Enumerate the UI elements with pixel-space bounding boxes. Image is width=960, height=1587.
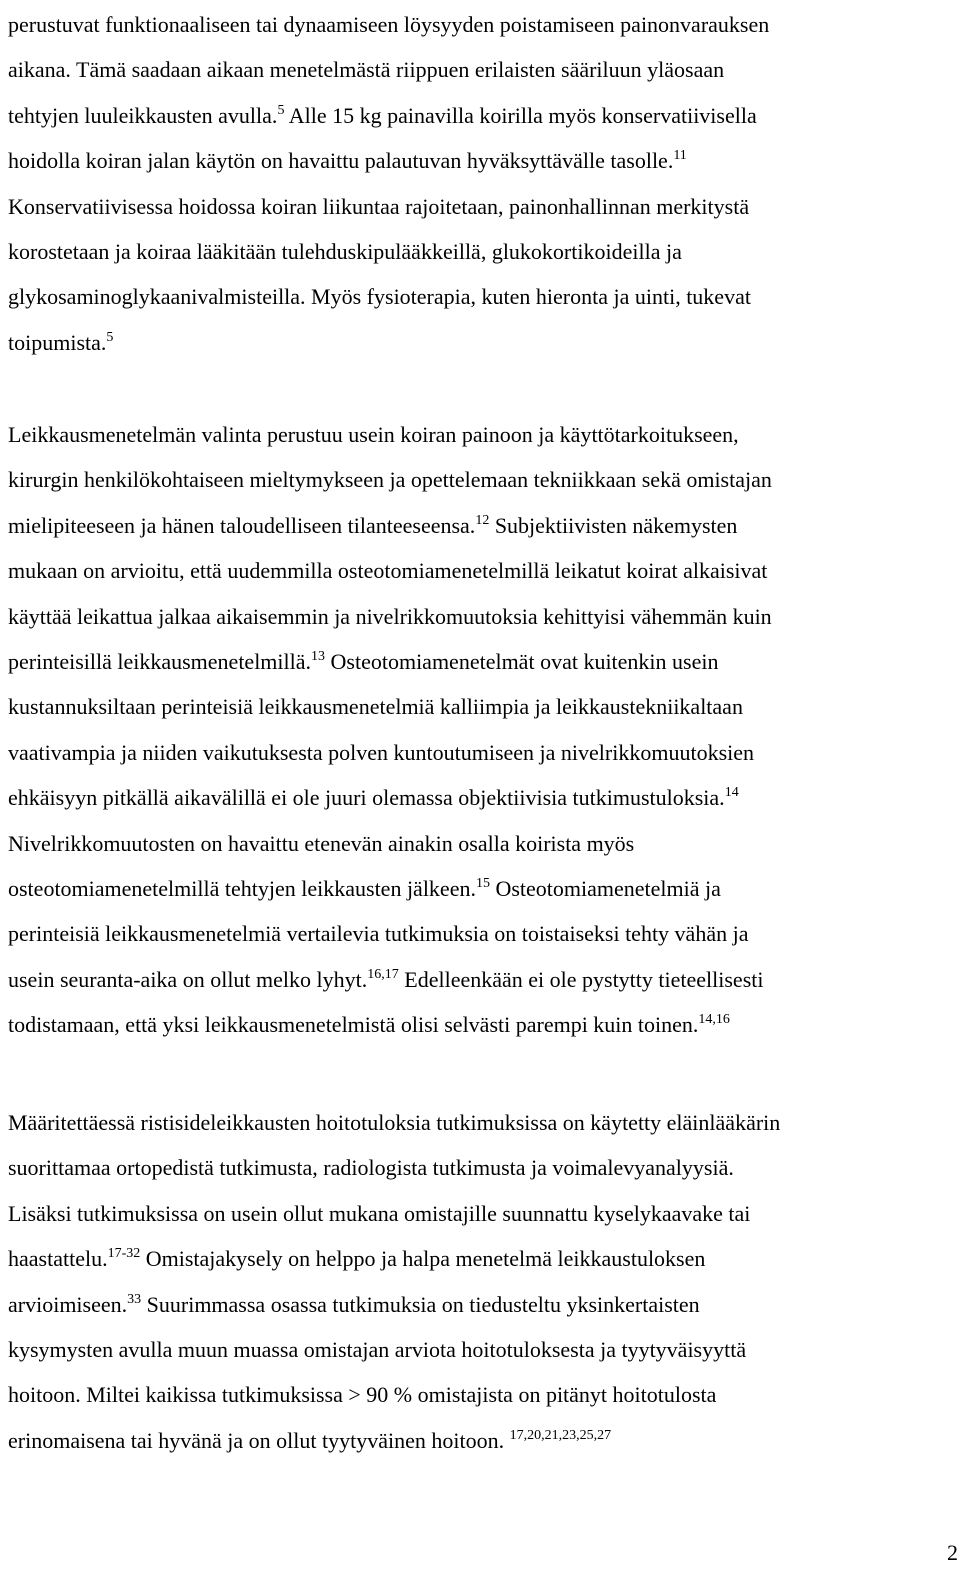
text-line <box>8 422 739 448</box>
text-line <box>8 558 767 584</box>
text-segment: usein seuranta-aika on ollut melko lyhyt. <box>8 966 368 992</box>
text-line <box>8 1292 700 1318</box>
text-segment: Omistajakysely on helppo ja halpa menetelmä leikkaustuloksen <box>140 1246 706 1272</box>
text-line <box>8 239 682 265</box>
text-segment: suorittamaa ortopedistä tutkimusta, radiologista tutkimusta ja voimalevyanalyysiä. <box>8 1155 734 1181</box>
text-segment: perustuvat funktionaaliseen tai dynaamiseen löysyyden poistamiseen painonvarauksen <box>8 12 770 37</box>
text-line <box>8 785 739 811</box>
text-line <box>8 1155 734 1181</box>
citation-superscript: 16,17 <box>367 966 399 982</box>
text-line <box>8 284 751 310</box>
text-segment: Nivelrikkomuutosten on havaittu etenevän ainakin osalla koirista myös <box>8 830 635 856</box>
text-line <box>8 1337 746 1363</box>
citation-superscript: 14,16 <box>698 1012 730 1028</box>
text-line <box>8 57 724 83</box>
text-segment: vaativampia ja niiden vaikutuksesta polven kuntoutumiseen ja nivelrikkomuutoksien <box>8 739 755 765</box>
text-segment: Suurimmassa osassa tutkimuksia on tiedusteltu yksinkertaisten <box>141 1291 700 1317</box>
text-segment: Konservatiivisessa hoidossa koiran liikuntaa rajoitetaan, painonhallinnan merkitystä <box>8 193 750 219</box>
text-segment: kysymysten avulla muun muassa omistajan arviota hoitotuloksesta ja tyytyväisyyttä <box>8 1337 747 1362</box>
citation-superscript: 13 <box>311 649 326 664</box>
text-segment: kirurgin henkilökohtaiseen mieltymykseen ja opettelemaan tekniikkaan sekä omistajan <box>8 467 772 493</box>
text-segment: Määritettäessä ristisideleikkausten hoitotuloksia tutkimuksissa on käytetty eläinlääkärin <box>8 1110 781 1135</box>
text-segment: osteotomiamenetelmillä tehtyjen leikkausten jälkeen. <box>8 876 476 901</box>
text-segment: mukaan on arvioitu, että uudemmilla osteotomiamenetelmillä leikatut koirat alkaisivat <box>8 558 768 584</box>
text-segment: hoidolla koiran jalan käytön on havaittu palautuvan hyväksyttävälle tasolle. <box>8 148 674 174</box>
text-line <box>8 1246 705 1272</box>
text-segment: arvioimiseen. <box>8 1291 128 1317</box>
citation-superscript: 15 <box>475 876 490 891</box>
text-segment: aikana. Tämä saadaan aikaan menetelmästä riippuen erilaisten sääriluun yläosaan <box>8 57 725 83</box>
text-line <box>8 876 721 902</box>
text-segment: kustannuksiltaan perinteisiä leikkausmenetelmiä kalliimpia ja leikkaustekniikaltaan <box>8 694 743 720</box>
text-segment: glykosaminoglykaanivalmisteilla. Myös fysioterapia, kuten hieronta ja uinti, tukevat <box>8 284 751 310</box>
citation-superscript: 11 <box>673 148 687 164</box>
text-segment: Subjektiivisten näkemysten <box>489 512 738 538</box>
text-segment: haastattelu. <box>8 1246 108 1272</box>
text-segment: Edelleenkään ei ole pystytty tieteellisesti <box>398 966 764 992</box>
text-segment: perinteisillä leikkausmenetelmillä. <box>8 649 312 674</box>
citation-superscript: 5 <box>277 102 285 118</box>
text-line <box>8 831 634 857</box>
citation-superscript: 5 <box>106 329 114 345</box>
text-line <box>8 194 749 220</box>
text-segment: korostetaan ja koiraa lääkitään tulehduskipulääkkeillä, glukokortikoideilla ja <box>8 239 682 264</box>
text-line <box>8 649 718 675</box>
text-segment: hoitoon. Miltei kaikissa tutkimuksissa > 90 % omistajista on pitänyt hoitotulosta <box>8 1382 717 1408</box>
citation-superscript: 12 <box>475 512 490 528</box>
text-line <box>8 1382 716 1408</box>
text-line <box>8 967 763 993</box>
text-line <box>8 467 772 493</box>
text-line <box>8 1012 730 1038</box>
text-segment: ehkäisyyn pitkällä aikavälillä ei ole juuri olemassa objektiivisia tutkimustuloksia. <box>8 785 725 811</box>
text-line <box>8 513 737 539</box>
text-segment: erinomaisena tai hyvänä ja on ollut tyytyväinen hoitoon. <box>8 1427 510 1453</box>
text-line <box>8 694 743 720</box>
text-segment: mielipiteeseen ja hänen taloudelliseen tilanteeseensa. <box>8 512 476 538</box>
text-line <box>8 12 769 38</box>
text-segment: Alle 15 kg painavilla koirilla myös konservatiivisella <box>284 102 757 128</box>
citation-superscript: 33 <box>127 1291 142 1307</box>
text-line <box>8 604 772 630</box>
text-segment: Leikkausmenetelmän valinta perustuu usein koiran painoon ja käyttötarkoitukseen, <box>8 422 739 447</box>
text-line <box>8 103 757 129</box>
citation-superscript: 14 <box>724 785 739 801</box>
text-line <box>8 330 113 356</box>
text-segment: Osteotomiamenetelmiä ja <box>489 876 721 901</box>
text-line <box>8 1110 780 1136</box>
text-segment: toipumista. <box>8 329 107 355</box>
text-segment: todistamaan, että yksi leikkausmenetelmistä olisi selvästi parempi kuin toinen. <box>8 1012 699 1038</box>
text-line <box>8 148 687 174</box>
text-line <box>8 1201 750 1227</box>
page-number: 2 <box>947 1540 958 1565</box>
text-segment: käyttää leikattua jalkaa aikaisemmin ja nivelrikkomuutoksia kehittyisi vähemmän kuin <box>8 603 772 629</box>
citation-superscript: 17,20,21,23,25,27 <box>509 1427 612 1443</box>
text-segment: Osteotomiamenetelmät ovat kuitenkin usein <box>325 649 719 674</box>
text-segment: perinteisiä leikkausmenetelmiä vertailevia tutkimuksia on toistaiseksi tehty vähän ja <box>8 921 749 947</box>
text-line <box>8 740 754 766</box>
citation-superscript: 17-32 <box>107 1246 141 1262</box>
text-segment: tehtyjen luuleikkausten avulla. <box>8 102 278 128</box>
text-line <box>8 921 748 947</box>
text-line <box>8 1428 611 1454</box>
text-segment: Lisäksi tutkimuksissa on usein ollut mukana omistajille suunnattu kyselykaavake tai <box>8 1200 751 1226</box>
